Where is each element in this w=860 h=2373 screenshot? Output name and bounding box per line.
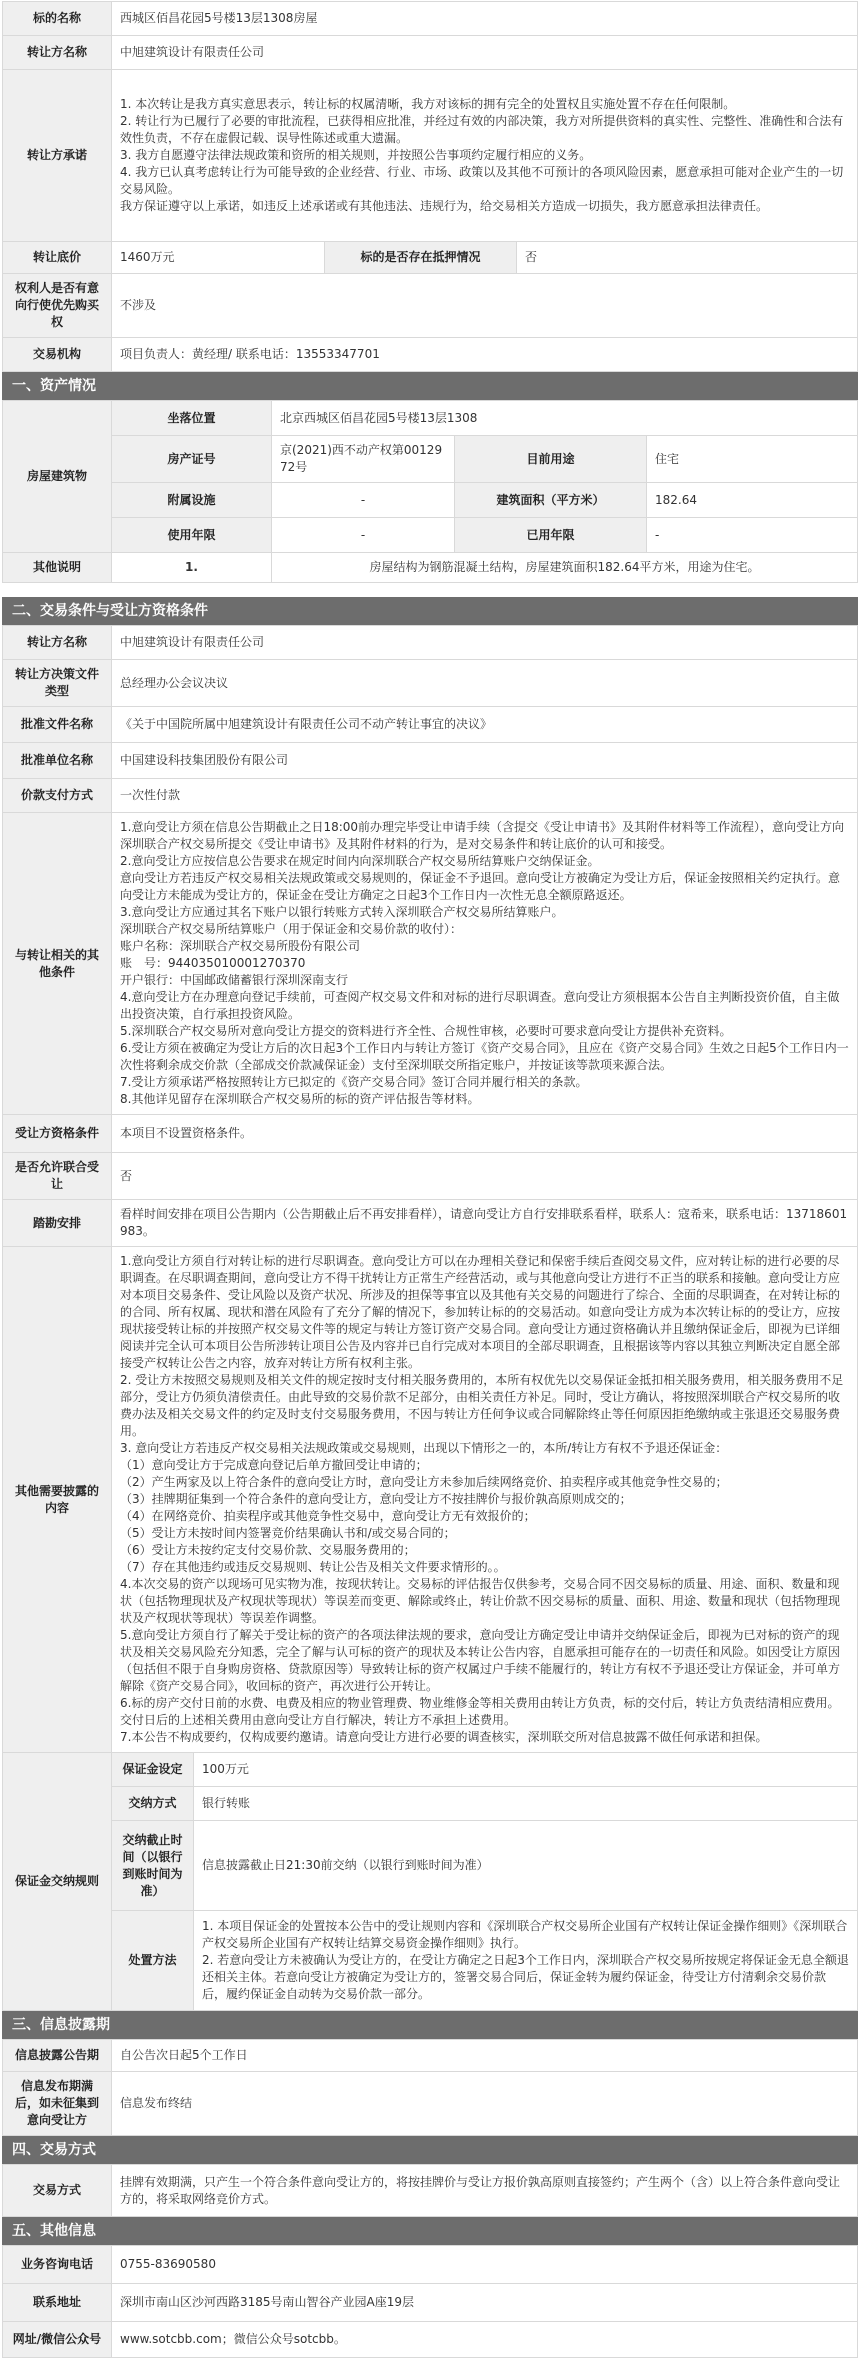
deposit-handle-item: 1. 本项目保证金的处置按本公告中的受让规则内容和《深圳联合产权交易所企业国有产权转让保证金操作细则》《深圳联合产权交易所企业国有产权转让结算交易资金操作细则》执行。: [202, 1919, 848, 1950]
approval-unit-label: 批准单位名称: [3, 743, 112, 779]
deposit-method-row: [3, 1787, 858, 1821]
deposit-deadline-value: 信息披露截止日21:30前交纳（以银行到账时间为准）: [194, 1821, 858, 1911]
disclosure-item: （7）存在其他违约或违反交易规则、转让公告及相关文件要求情形的。。: [120, 1560, 506, 1574]
facility-value: -: [272, 483, 455, 518]
joint-row: [3, 1153, 858, 1200]
condition-item: 开户银行：中国邮政储蓄银行深圳深南支行: [120, 973, 349, 987]
deposit-table: [2, 1752, 858, 2011]
expiry-row: [3, 2072, 858, 2136]
deposit-deadline-label: 交纳截止时间（以银行到账时间为准）: [112, 1821, 194, 1911]
commitment-row: [3, 70, 858, 242]
conditions-table: [2, 625, 858, 1753]
condition-item: 8.其他详见留存在深圳联合产权交易所的标的资产评估报告等材料。: [120, 1092, 480, 1106]
spacer: [2, 583, 858, 597]
used-value: -: [647, 518, 858, 553]
period-label: 信息披露公告期: [3, 2040, 112, 2072]
approval-unit-value: 中国建设科技集团股份有限公司: [112, 743, 858, 779]
expiry-value: 信息发布终结: [112, 2072, 858, 2136]
other-info-table: [2, 2245, 858, 2358]
institution-label: 交易机构: [3, 338, 112, 372]
section-conditions-title: 二、交易条件与受让方资格条件: [2, 597, 858, 625]
method-value: 挂牌有效期满，只产生一个符合条件意向受让方的，将按挂牌价与受让方报价孰高原则直接签约；产生两个（含）以上符合条件意向受让方的，将采取网络竞价方式。: [112, 2165, 858, 2217]
commitment-para: 我方保证遵守以上承诺，如违反上述承诺或有其他违法、违规行为，给交易相关方造成一切损失，我方愿意承担法律责任。: [120, 199, 769, 213]
cert-value: 京(2021)西不动产权第0012972号: [272, 436, 455, 483]
disclosure-item: 7.本公告不构成要约，仅构成要约邀请。请意向受让方进行必要的调查核实，深圳联交所对信息披露不做任何承诺和担保。: [120, 1730, 768, 1744]
conditions-label: 与转让相关的其他条件: [3, 813, 112, 1115]
disclosure-item: 5.意向受让方须自行了解关于受让标的资产的各项法律法规的要求，意向受让方确定受让申请并交纳保证金后，即视为已对标的资产的现状及相关交易风险充分知悉，完全了解与认可标的资产的现状及本转让公告内容，自愿承担可能存在的一切责任和风险。如因受让方原因（包括但不限于自身购房资格、贷款原因等）导致转让标的资产权属过户手续不能履行的，转让方有权不予退还受让方保证金，并可单方解除《资产交易合同》，收回标的资产，再次进行公开转让。: [120, 1628, 841, 1693]
transferor-row: [3, 36, 858, 70]
condition-item: 2.意向受让方应按信息公告要求在规定时间内向深圳联合产权交易所结算账户交纳保证金。: [120, 854, 600, 868]
transferor-label: 转让方名称: [3, 36, 112, 70]
section-trade-method-title: 四、交易方式: [2, 2136, 858, 2164]
period-table: [2, 2039, 858, 2136]
asset-other-row: [3, 553, 858, 583]
deposit-handle-label: 处置方法: [112, 1911, 194, 2011]
visit-label: 踏勘安排: [3, 1200, 112, 1247]
summary-table: [2, 1, 858, 372]
method-label: 交易方式: [3, 2165, 112, 2217]
commitment-para: 4. 我方已认真考虑转让行为可能导致的企业经营、行业、市场、政策以及其他不可预计的各项风险因素，愿意承担可能对企业产生的一切交易风险。: [120, 165, 844, 196]
years-label: 使用年限: [112, 518, 272, 553]
cert-label: 房产证号: [112, 436, 272, 483]
s2-transferor-value: 中旭建筑设计有限责任公司: [112, 626, 858, 660]
other-number: 1.: [112, 553, 272, 583]
disclosure-item: 1.意向受让方须自行对转让标的进行尽职调查。意向受让方可以在办理相关登记和保密手续后查阅交易文件，应对转让标的进行必要的尽职调查。在尽职调查期间，意向受让方不得干扰转让方正常生产经营活动，或与其他意向受让方进行不正当的联系和接触。意向受让方应对本项目交易条件、受让风险以及资产状况、所涉及的担保等事宜以及其他有关交易的问题进行了综合、全面的尽职调查，在对转让标的的合同、所有权属、现状和潜在风险有了充分了解的情况下，参加转让标的的交易活动。如意向受让方成为本次转让标的的受让方，应按现状接受转让标的并按照产权交易文件等的规定与转让方签订资产交易合同。意向受让方通过资格确认并且缴纳保证金后，即视为已详细阅读并完全认可本项目公告所涉转让项目公告及内容并已自行完成对本项目的全部尽职调查，且根据该等内容以其独立判断决定自愿全部接受产权转让公告之内容，放弃对转让方所有权利主张。: [120, 1254, 841, 1370]
target-name-label: 标的名称: [3, 2, 112, 36]
condition-item: 账户名称：深圳联合产权交易所股份有限公司: [120, 939, 361, 953]
period-row: [3, 2040, 858, 2072]
section-asset-title: 一、资产情况: [2, 372, 858, 400]
base-price-label: 转让底价: [3, 242, 112, 274]
disclosure-item: （2）产生两家及以上符合条件的意向受让方时，意向受让方未参加后续网络竞价、拍卖程序或其他竞争性交易的；: [120, 1475, 728, 1489]
expiry-label: 信息发布期满后，如未征集到意向受让方: [3, 2072, 112, 2136]
condition-item: 账 号：944035010001270370: [120, 956, 306, 970]
phone-label: 业务咨询电话: [3, 2246, 112, 2284]
deposit-amount-value: 100万元: [194, 1753, 858, 1787]
disclosure-item: 6.标的房产交付日前的水费、电费及相应的物业管理费、物业维修金等相关费用由转让方负责，标的交付后，转让方负责结清相应费用。交付日后的上述相关费用由意向受让方自行解决，转让方不承担上述费用。: [120, 1696, 840, 1727]
disclosure-item: 3. 意向受让方若违反产权交易相关法规政策或交易规则，出现以下情形之一的，本所/转让方有权不予退还保证金：: [120, 1441, 728, 1455]
base-price-value: 1460万元: [112, 242, 325, 274]
deposit-method-label: 交纳方式: [112, 1787, 194, 1821]
target-name-value: 西城区佰昌花园5号楼13层1308房屋: [112, 2, 858, 36]
other-label: 其他说明: [3, 553, 112, 583]
disclosure-item: （4）在网络竞价、拍卖程序或其他竞争性交易中，意向受让方无有效报价的；: [120, 1509, 536, 1523]
asset-facility-row: [3, 483, 858, 518]
qualify-label: 受让方资格条件: [3, 1115, 112, 1153]
area-label: 建筑面积（平方米）: [455, 483, 647, 518]
approval-unit-row: [3, 743, 858, 779]
qualify-value: 本项目不设置资格条件。: [112, 1115, 858, 1153]
condition-item: 1.意向受让方须在信息公告期截止之日18:00前办理完毕受让申请手续（含提交《受让申请书》及其附件材料等工作流程），意向受让方向深圳联合产权交易所提交《受让申请书》及其附件材料的行为，是对交易条件和转让底价的认可和接受。: [120, 820, 845, 851]
mortgage-value: 否: [517, 242, 858, 274]
deposit-amount-label: 保证金设定: [112, 1753, 194, 1787]
target-name-row: [3, 2, 858, 36]
asset-years-row: [3, 518, 858, 553]
approval-doc-label: 批准文件名称: [3, 707, 112, 743]
condition-item: 7.受让方须承诺严格按照转让方已拟定的《资产交易合同》签订合同并履行相关的条款。: [120, 1075, 588, 1089]
decision-label: 转让方决策文件类型: [3, 660, 112, 707]
web-label: 网址/微信公众号: [3, 2322, 112, 2358]
web-value[interactable]: www.sotcbb.com；微信公众号sotcbb。: [112, 2322, 858, 2358]
phone-row: [3, 2246, 858, 2284]
condition-item: 3.意向受让方应通过其名下账户以银行转账方式转入深圳联合产权交易所结算账户。: [120, 905, 564, 919]
payment-value: 一次性付款: [112, 779, 858, 813]
approval-doc-value: 《关于中国院所属中旭建筑设计有限责任公司不动产转让事宜的决议》: [112, 707, 858, 743]
use-value: 住宅: [647, 436, 858, 483]
deposit-handle-text: [194, 1911, 858, 2011]
visit-value: 看样时间安排在项目公告期内（公告期截止后不再安排看样），请意向受让方自行安排联系看样，联系人：寇希来，联系电话：13718601983。: [112, 1200, 858, 1247]
location-value: 北京西城区佰昌花园5号楼13层1308: [272, 401, 858, 436]
priority-row: [3, 274, 858, 338]
commitment-para: 1. 本次转让是我方真实意思表示，转让标的权属清晰，我方对该标的拥有完全的处置权且实施处置不存在任何限制。: [120, 97, 736, 111]
address-value: 深圳市南山区沙河西路3185号南山智谷产业园A座19层: [112, 2284, 858, 2322]
use-label: 目前用途: [455, 436, 647, 483]
commitment-para: 2. 转让行为已履行了必要的审批流程，已获得相应批准，并经过有效的内部决策，我方对所提供资料的真实性、完整性、准确性和合法有效性负责，不存在虚假记载、误导性陈述或重大遗漏。: [120, 114, 844, 145]
deposit-handle-row: [3, 1911, 858, 2011]
transferor-value: 中旭建筑设计有限责任公司: [112, 36, 858, 70]
used-label: 已用年限: [455, 518, 647, 553]
deposit-amount-row: [3, 1753, 858, 1787]
deposit-handle-item: 2. 若意向受让方未被确认为受让方的，在受让方确定之日起3个工作日内，深圳联合产权交易所按规定将保证金无息全额退还相关主体。若意向受让方被确定为受让方的，签署交易合同后，保证金转为履约保证金，待受让方付清剩余交易价款后，履约保证金自动转为交易价款一部分。: [202, 1953, 849, 2001]
joint-value: 否: [112, 1153, 858, 1200]
asset-table: [2, 400, 858, 583]
condition-item: 意向受让方若违反产权交易相关法规政策或交易规则的，保证金不予退回。意向受让方被确定为受让方后，保证金按照相关约定执行。意向受让方未能成为受让方的，保证金在受让方确定之日起3个工作日内一次性无息全额原路返还。: [120, 871, 841, 902]
deposit-deadline-row: [3, 1821, 858, 1911]
facility-label: 附属设施: [112, 483, 272, 518]
web-row: [3, 2322, 858, 2358]
deposit-rule-label: 保证金交纳规则: [3, 1753, 112, 2011]
decision-value: 总经理办公会议决议: [112, 660, 858, 707]
conditions-row: [3, 813, 858, 1115]
deposit-method-value: 银行转账: [194, 1787, 858, 1821]
address-row: [3, 2284, 858, 2322]
condition-item: 6.受让方须在被确定为受让方后的次日起3个工作日内与转让方签订《资产交易合同》，且应在《资产交易合同》生效之日起5个工作日内一次性将剩余成交价款（全部成交价款减保证金）支付至深圳联交所指定账户，并按证该等款项来源合法。: [120, 1041, 849, 1072]
visit-row: [3, 1200, 858, 1247]
address-label: 联系地址: [3, 2284, 112, 2322]
s2-transferor-row: [3, 626, 858, 660]
priority-value: 不涉及: [112, 274, 858, 338]
building-label: 房屋建筑物: [3, 401, 112, 553]
priority-label: 权利人是否有意向行使优先购买权: [3, 274, 112, 338]
commitment-para: 3. 我方自愿遵守法律法规政策和资所的相关规则，并按照公告事项约定履行相应的义务。: [120, 148, 592, 162]
condition-item: 5.深圳联合产权交易所对意向受让方提交的资料进行齐全性、合规性审核，必要时可要求意向受让方提供补充资料。: [120, 1024, 732, 1038]
area-value: 182.64: [647, 483, 858, 518]
institution-value: 项目负责人：黄经理/ 联系电话：13553347701: [112, 338, 858, 372]
commitment-text: [112, 70, 858, 242]
disclosure-item: （1）意向受让方于完成意向登记后单方撤回受让申请的；: [120, 1458, 428, 1472]
commitment-label: 转让方承诺: [3, 70, 112, 242]
disclosure-item: 4.本次交易的资产以现场可见实物为准，按现状转让。交易标的评估报告仅供参考，交易合同不因交易标的质量、用途、面积、数量和现状（包括物理现状及产权现状等现状）等误差而变更、解除或终止，转让价款不因交易标的质量、面积、用途、数量和现状（包括物理现状及产权现状等现状）等误差作调整。: [120, 1577, 841, 1625]
period-value: 自公告次日起5个工作日: [112, 2040, 858, 2072]
joint-label: 是否允许联合受让: [3, 1153, 112, 1200]
location-label: 坐落位置: [112, 401, 272, 436]
phone-value: 0755-83690580: [112, 2246, 858, 2284]
price-row: [3, 242, 858, 274]
disclosure-item: （5）受让方未按时间内签署竞价结果确认书和/或交易合同的；: [120, 1526, 456, 1540]
mortgage-label: 标的是否存在抵押情况: [325, 242, 517, 274]
conditions-text: [112, 813, 858, 1115]
institution-row: [3, 338, 858, 372]
disclosure-label: 其他需要披露的内容: [3, 1247, 112, 1753]
decision-row: [3, 660, 858, 707]
section-other-info-title: 五、其他信息: [2, 2217, 858, 2245]
qualify-row: [3, 1115, 858, 1153]
disclosure-text: [112, 1247, 858, 1753]
asset-cert-row: [3, 436, 858, 483]
approval-doc-row: [3, 707, 858, 743]
payment-row: [3, 779, 858, 813]
asset-location-row: [3, 401, 858, 436]
disclosure-row: [3, 1247, 858, 1753]
condition-item: 深圳联合产权交易所结算账户（用于保证金和交易价款的收付）：: [120, 922, 463, 936]
method-table: [2, 2164, 858, 2217]
disclosure-item: （6）受让方未按约定支付交易价款、交易服务费用的；: [120, 1543, 416, 1557]
disclosure-item: （3）挂牌期征集到一个符合条件的意向受让方，意向受让方不按挂牌价与报价孰高原则成交的；: [120, 1492, 632, 1506]
years-value: -: [272, 518, 455, 553]
s2-transferor-label: 转让方名称: [3, 626, 112, 660]
disclosure-item: 2. 受让方未按照交易规则及相关文件的规定按时支付相关服务费用的，本所有权优先以交易保证金抵扣相关服务费用，相关服务费用不足部分，受让方仍须负清偿责任。由此导致的交易价款不足部分，由相关责任方补足。同时，受让方确认，将按照深圳联合产权交易所的收费办法及相关交易文件的约定及时支付交易服务费用，不因与转让方任何争议或合同解除终止等任何原因拒绝缴纳或主张退还交易服务费用。: [120, 1373, 844, 1438]
other-text: 房屋结构为钢筋混凝土结构，房屋建筑面积182.64平方米，用途为住宅。: [272, 553, 858, 583]
section-disclosure-period-title: 三、信息披露期: [2, 2011, 858, 2039]
payment-label: 价款支付方式: [3, 779, 112, 813]
condition-item: 4.意向受让方在办理意向登记手续前，可查阅产权交易文件和对标的进行尽职调查。意向受让方须根据本公告自主判断投资价值，自主做出投资决策，自行承担投资风险。: [120, 990, 840, 1021]
method-row: [3, 2165, 858, 2217]
